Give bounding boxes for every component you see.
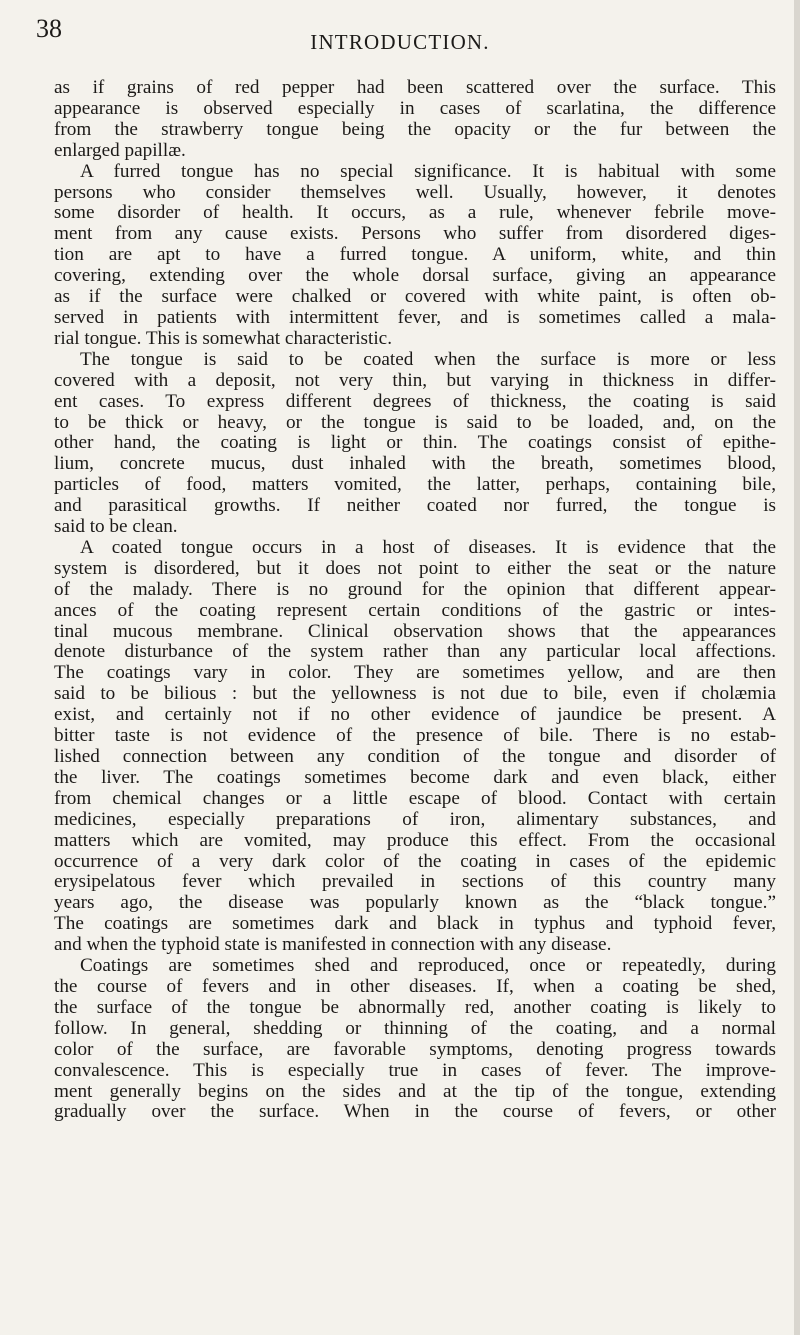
- text-line: as if the surface were chalked or covered with white paint, is often ob-: [54, 286, 776, 308]
- text-line: said to be clean.: [54, 516, 178, 538]
- text-line: enlarged papillæ.: [54, 139, 186, 161]
- text-line: covering, extending over the whole dorsal surface, giving an appearance: [54, 265, 776, 287]
- text-line: bitter taste is not evidence of the presence of bile. There is no estab-: [54, 725, 776, 747]
- body-text: [54, 78, 776, 1123]
- text-line: from the strawberry tongue being the opacity or the fur between the: [54, 118, 776, 140]
- text-line: covered with a deposit, not very thin, but varying in thickness in differ-: [54, 369, 776, 391]
- text-line: A coated tongue occurs in a host of diseases. It is evidence that the: [80, 536, 776, 558]
- text-line: convalescence. This is especially true in cases of fever. The improve-: [54, 1059, 776, 1081]
- text-line: years ago, the disease was popularly known as the “black tongue.”: [54, 892, 776, 914]
- running-head: INTRODUCTION.: [310, 30, 490, 54]
- text-line: tinal mucous membrane. Clinical observation shows that the appearances: [54, 620, 776, 642]
- text-line: lium, concrete mucus, dust inhaled with the breath, sometimes blood,: [54, 453, 776, 475]
- text-line: follow. In general, shedding or thinning of the coating, and a normal: [54, 1017, 776, 1039]
- text-line: other hand, the coating is light or thin. The coatings consist of epithe-: [54, 432, 776, 454]
- text-line: and parasitical growths. If neither coated nor furred, the tongue is: [54, 495, 776, 517]
- text-line: The coatings are sometimes dark and black in typhus and typhoid fever,: [54, 913, 776, 935]
- text-line: persons who consider themselves well. Usually, however, it denotes: [54, 181, 776, 203]
- text-line: The coatings vary in color. They are sometimes yellow, and are then: [54, 662, 776, 684]
- page-number: 38: [36, 14, 62, 43]
- page-edge-shadow: [794, 0, 800, 1335]
- text-line: system is disordered, but it does not point to either the seat or the nature: [54, 557, 776, 579]
- text-line: The tongue is said to be coated when the surface is more or less: [80, 348, 776, 370]
- text-line: denote disturbance of the system rather than any particular local affections.: [54, 641, 776, 663]
- text-line: ment from any cause exists. Persons who suffer from disordered diges-: [54, 223, 776, 245]
- text-line: A furred tongue has no special significance. It is habitual with some: [80, 160, 776, 182]
- text-line: tion are apt to have a furred tongue. A uniform, white, and thin: [54, 244, 776, 266]
- text-line: of the malady. There is no ground for the opinion that different appear-: [54, 578, 776, 600]
- text-line: erysipelatous fever which prevailed in sections of this country many: [54, 871, 776, 893]
- text-line: the surface of the tongue be abnormally red, another coating is likely to: [54, 996, 776, 1018]
- text-line: some disorder of health. It occurs, as a rule, whenever febrile move-: [54, 202, 776, 224]
- text-line: the course of fevers and in other diseases. If, when a coating be shed,: [54, 975, 776, 997]
- text-line: the liver. The coatings sometimes become dark and even black, either: [54, 766, 776, 788]
- text-line: to be thick or heavy, or the tongue is said to be loaded, and, on the: [54, 411, 776, 433]
- text-line: matters which are vomited, may produce this effect. From the occasional: [54, 829, 776, 851]
- text-line: and when the typhoid state is manifested in connection with any disease.: [54, 934, 612, 956]
- text-line: medicines, especially preparations of iron, alimentary substances, and: [54, 808, 776, 830]
- text-line: color of the surface, are favorable symptoms, denoting progress towards: [54, 1038, 776, 1060]
- text-line: appearance is observed especially in cases of scarlatina, the difference: [54, 97, 776, 119]
- text-line: occurrence of a very dark color of the coating in cases of the epidemic: [54, 850, 776, 872]
- text-line: ment generally begins on the sides and at the tip of the tongue, extending: [54, 1080, 776, 1102]
- text-line: served in patients with intermittent fever, and is sometimes called a mala-: [54, 306, 776, 328]
- text-line: Coatings are sometimes shed and reproduced, once or repeatedly, during: [80, 955, 776, 977]
- text-line: said to be bilious : but the yellowness is not due to bile, even if cholæmia: [54, 683, 776, 705]
- text-line: ances of the coating represent certain conditions of the gastric or intes-: [54, 599, 776, 621]
- text-line: lished connection between any condition of the tongue and disorder of: [54, 746, 776, 767]
- text-line: rial tongue. This is somewhat characteristic.: [54, 327, 392, 349]
- text-line: from chemical changes or a little escape of blood. Contact with certain: [54, 787, 776, 809]
- text-line: ent cases. To express different degrees of thickness, the coating is said: [54, 390, 776, 412]
- text-line: particles of food, matters vomited, the latter, perhaps, containing bile,: [54, 474, 776, 496]
- text-line: as if grains of red pepper had been scattered over the surface. This: [54, 77, 776, 98]
- text-line: exist, and certainly not if no other evidence of jaundice be present. A: [54, 704, 776, 726]
- text-line: gradually over the surface. When in the course of fevers, or other: [54, 1101, 776, 1123]
